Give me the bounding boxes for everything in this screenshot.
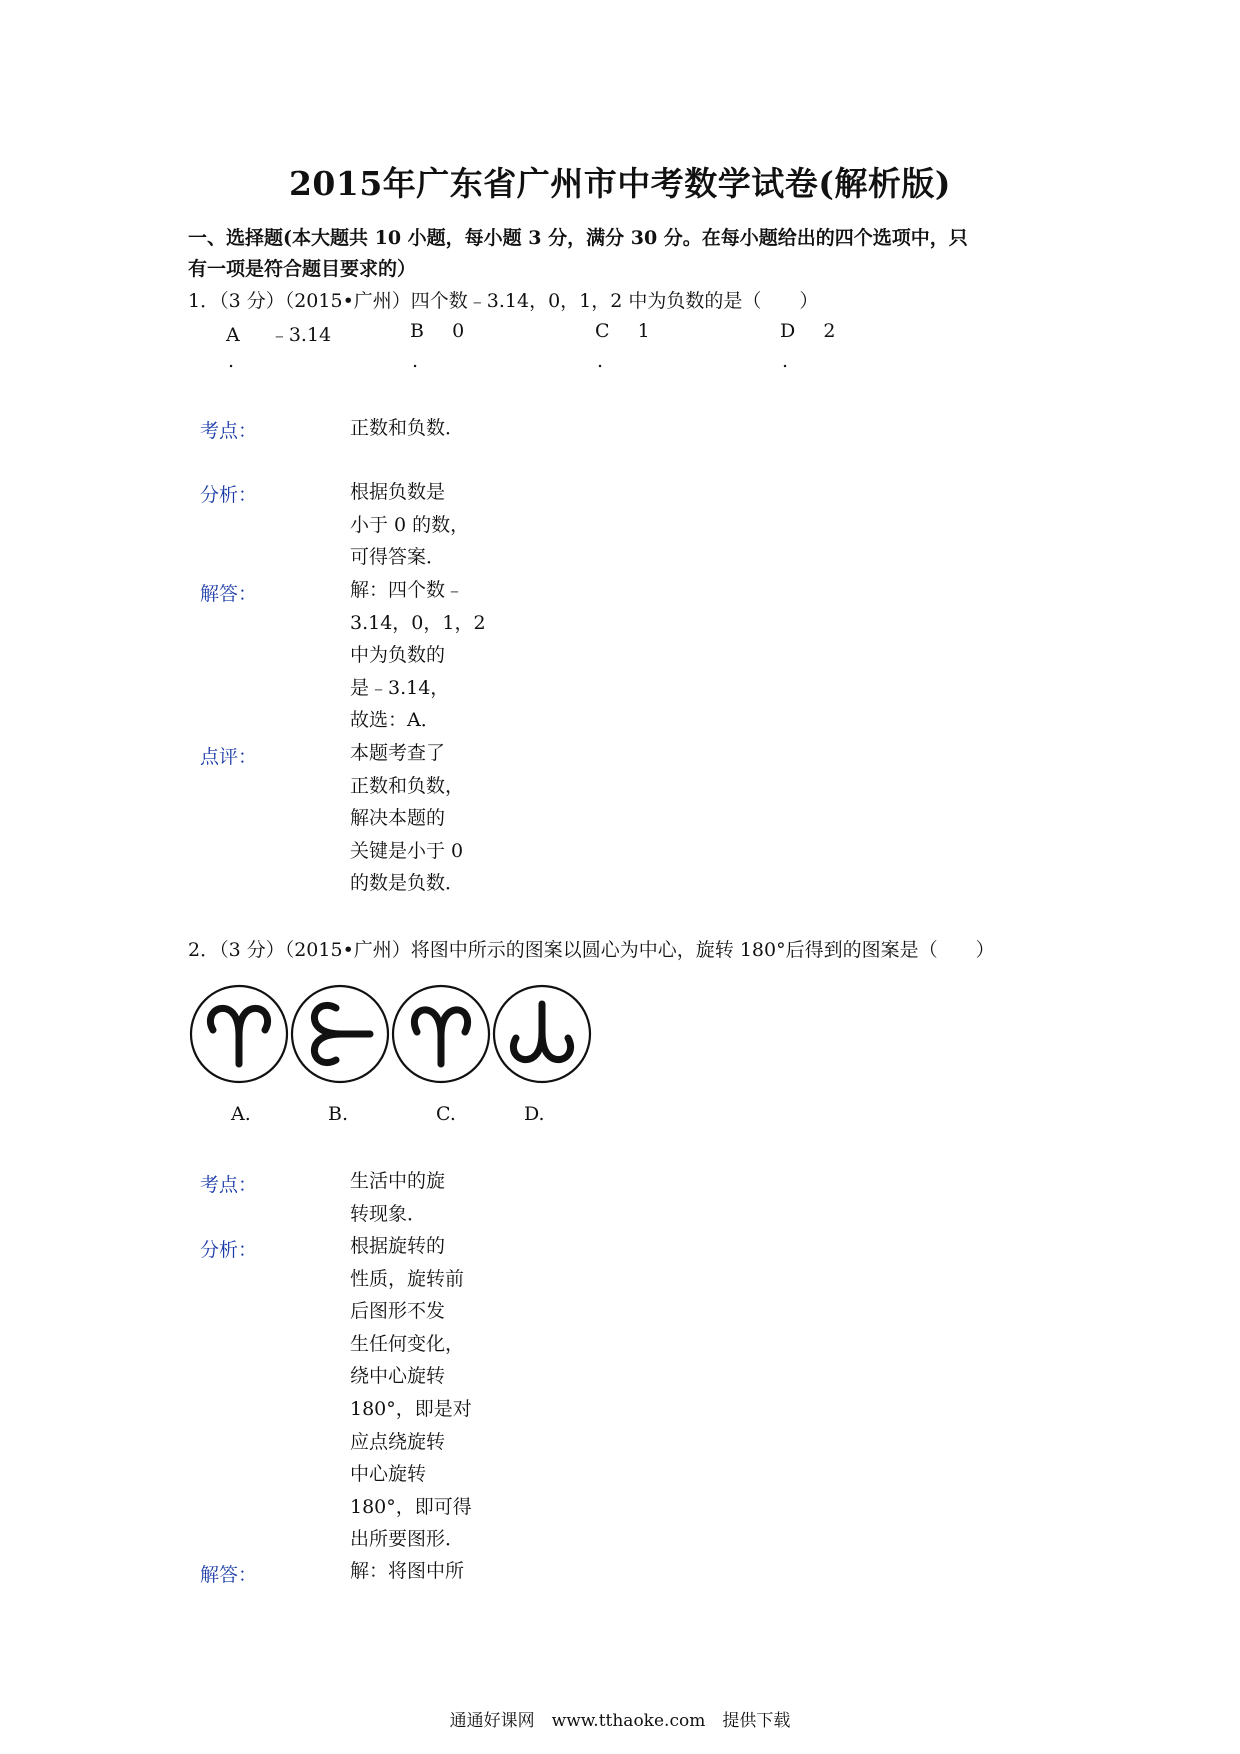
q2-label-fenxi: 分析： xyxy=(200,1239,258,1261)
text-line: 3.14，0，1，2 xyxy=(350,611,486,634)
q1-label-jieda: 解答： xyxy=(200,583,258,605)
text-line: 应点绕旋转 xyxy=(350,1430,446,1453)
text-line: 中心旋转 xyxy=(350,1463,427,1486)
q2-label-kaodian: 考点： xyxy=(200,1174,258,1196)
q1-option-a xyxy=(226,320,331,347)
q2-figure-svg xyxy=(186,981,608,1091)
option-text: 2 xyxy=(823,320,836,342)
text-line: 生任何变化， xyxy=(350,1332,465,1355)
q1-text-fenxi xyxy=(350,476,500,574)
text-line: 解决本题的 xyxy=(350,807,446,830)
text-line: 的数是负数． xyxy=(350,872,465,895)
option-letter: C xyxy=(595,320,610,342)
text-line: 小于 0 的数， xyxy=(350,513,470,536)
text-line: 正数和负数， xyxy=(350,774,465,797)
section-heading-line1: 一、选择题(本大题共 10 小题，每小题 3 分，满分 30 分。在每小题给出的四个选项中，只 xyxy=(188,227,968,249)
text-line: 可得答案． xyxy=(350,546,446,569)
option-text: ﹣3.14 xyxy=(269,324,332,346)
text-line: 故选：A． xyxy=(350,709,440,732)
text-line: 解：四个数﹣ xyxy=(350,579,465,601)
q2-label-jieda: 解答： xyxy=(200,1564,258,1586)
option-letter: D xyxy=(780,320,796,342)
q2-label-c: C. xyxy=(436,1103,456,1125)
question-2-stem: 2．（3 分）（2015•广州）将图中所示的图案以圆心为中心，旋转 180°后得到的图案是（ ） xyxy=(188,939,995,961)
text-line: 关键是小于 0 xyxy=(350,839,464,862)
q2-text-kaodian xyxy=(350,1165,500,1230)
text-line: 出所要图形． xyxy=(350,1528,465,1551)
q1-option-d-dot: . xyxy=(782,350,789,372)
q2-text-jieda xyxy=(350,1555,500,1588)
text-line: 是﹣3.14， xyxy=(350,676,450,699)
text-line: 后图形不发 xyxy=(350,1300,446,1323)
text-line: 性质，旋转前 xyxy=(350,1267,465,1290)
question-1-stem: 1．（3 分）（2015•广州）四个数﹣3.14，0，1，2 中为负数的是（ ） xyxy=(188,290,819,312)
q1-option-c-dot: . xyxy=(597,350,604,372)
text-line: 本题考查了 xyxy=(350,742,446,764)
text-line: 根据负数是 xyxy=(350,481,446,503)
text-line: 中为负数的 xyxy=(350,644,446,667)
q1-option-b xyxy=(410,320,464,342)
q2-label-d: D. xyxy=(524,1103,545,1125)
q1-option-c xyxy=(595,320,650,342)
q1-text-dianping xyxy=(350,737,500,900)
text-line: 解：将图中所 xyxy=(350,1560,465,1582)
option-letter: B xyxy=(410,320,424,342)
q2-label-a: A. xyxy=(231,1103,251,1125)
q2-option-figures xyxy=(186,981,608,1095)
q2-text-fenxi xyxy=(350,1230,500,1556)
q1-label-fenxi: 分析： xyxy=(200,484,258,506)
q1-option-d xyxy=(780,320,835,342)
text-line: 根据旋转的 xyxy=(350,1235,446,1257)
page-title: 2015年广东省广州市中考数学试卷(解析版) xyxy=(288,164,952,203)
section-heading-line2: 有一项是符合题目要求的） xyxy=(188,258,417,280)
option-text: 0 xyxy=(452,320,465,342)
q1-text-kaodian xyxy=(350,412,500,445)
q1-option-a-dot: . xyxy=(228,350,235,372)
q1-option-b-dot: . xyxy=(412,350,419,372)
q1-text-jieda xyxy=(350,574,500,737)
text-line: 180°，即可得 xyxy=(350,1495,472,1518)
option-text: 1 xyxy=(637,320,650,342)
q1-label-dianping: 点评： xyxy=(200,746,258,768)
text-line: 转现象． xyxy=(350,1202,427,1225)
footer-credit: 通通好课网 www.tthaoke.com 提供下载 xyxy=(449,1711,791,1731)
text-line: 180°，即是对 xyxy=(350,1397,472,1420)
q2-label-b: B. xyxy=(328,1103,349,1125)
option-letter: A xyxy=(226,324,240,346)
q1-label-kaodian: 考点： xyxy=(200,420,258,442)
text-line: 绕中心旋转 xyxy=(350,1365,446,1388)
text-line: 正数和负数． xyxy=(350,417,465,439)
text-line: 生活中的旋 xyxy=(350,1170,446,1192)
